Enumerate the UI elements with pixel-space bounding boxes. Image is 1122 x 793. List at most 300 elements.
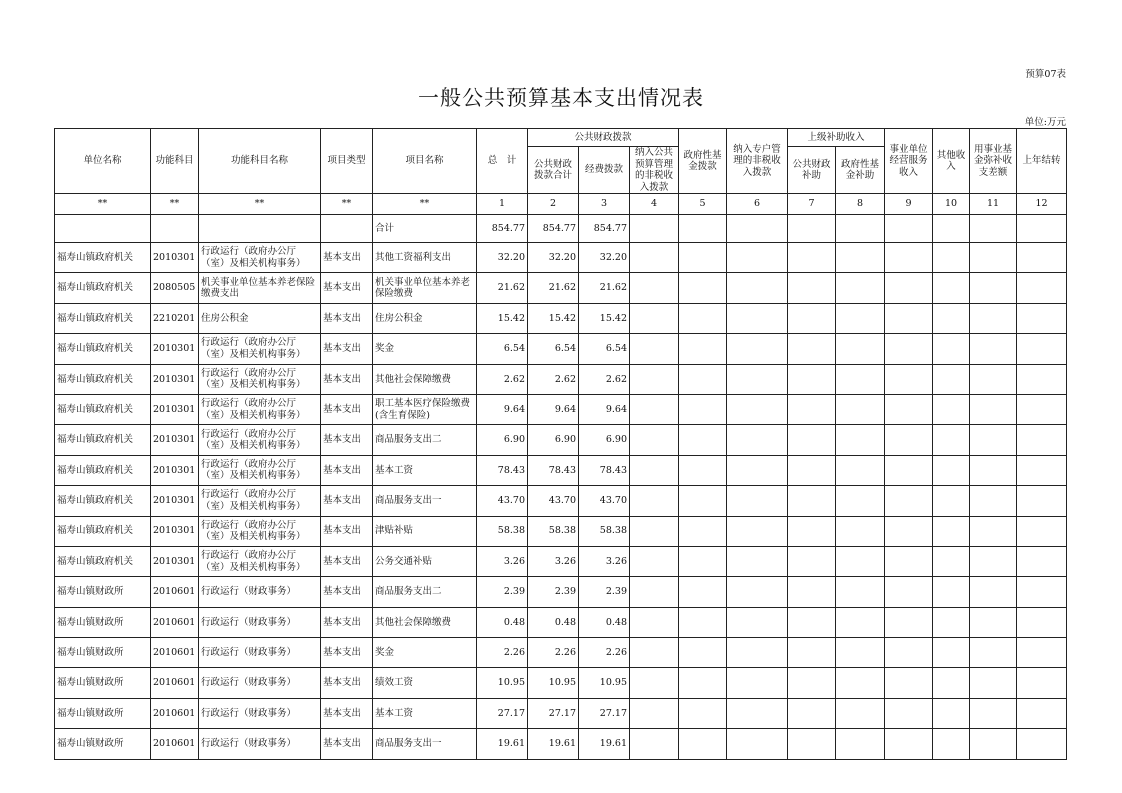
unit-name-cell: 福寿山镇政府机关 xyxy=(55,425,151,455)
empty-cell xyxy=(727,303,788,333)
header-func-name: 功能科目名称 xyxy=(199,129,321,194)
empty-cell xyxy=(836,546,885,576)
total-cell: 3.26 xyxy=(477,546,528,576)
empty-cell xyxy=(788,394,836,424)
empty-cell xyxy=(885,668,933,698)
funds-cell: 32.20 xyxy=(579,243,630,273)
column-number-cell: 1 xyxy=(477,194,528,215)
empty-cell xyxy=(630,729,679,759)
empty-cell xyxy=(885,394,933,424)
empty-cell xyxy=(836,486,885,516)
empty-cell xyxy=(885,334,933,364)
empty-cell xyxy=(679,394,727,424)
empty-cell xyxy=(630,425,679,455)
empty-cell xyxy=(885,698,933,728)
project-name-cell: 奖金 xyxy=(373,638,477,668)
empty-cell xyxy=(630,546,679,576)
funds-cell: 78.43 xyxy=(579,455,630,485)
func-code-cell: 2010601 xyxy=(151,698,199,728)
table-row xyxy=(55,698,1067,728)
column-number-cell: ** xyxy=(321,194,373,215)
project-name-cell: 商品服务支出二 xyxy=(373,425,477,455)
total-pf-amount: 854.77 xyxy=(528,215,579,243)
table-row xyxy=(55,638,1067,668)
func-name-cell: 行政运行（政府办公厅（室）及相关机构事务） xyxy=(199,364,321,394)
empty-cell xyxy=(970,455,1017,485)
total-cell: 19.61 xyxy=(477,729,528,759)
pf-total-cell: 21.62 xyxy=(528,273,579,303)
total-cell-empty xyxy=(836,215,885,243)
pf-total-cell: 2.26 xyxy=(528,638,579,668)
func-name-cell: 机关事业单位基本养老保险缴费支出 xyxy=(199,273,321,303)
column-number-cell: ** xyxy=(55,194,151,215)
empty-cell xyxy=(630,364,679,394)
empty-cell xyxy=(970,638,1017,668)
empty-cell xyxy=(836,638,885,668)
empty-cell xyxy=(970,698,1017,728)
func-name-cell: 行政运行（财政事务） xyxy=(199,668,321,698)
column-number-cell: 10 xyxy=(933,194,970,215)
unit-name-cell: 福寿山镇政府机关 xyxy=(55,303,151,333)
empty-cell xyxy=(836,698,885,728)
pf-total-cell: 6.54 xyxy=(528,334,579,364)
page-title: 一般公共预算基本支出情况表 xyxy=(418,86,704,110)
total-row xyxy=(55,215,1067,243)
header-project-name: 项目名称 xyxy=(373,129,477,194)
unit-name-cell: 福寿山镇政府机关 xyxy=(55,455,151,485)
empty-cell xyxy=(630,455,679,485)
project-type-cell: 基本支出 xyxy=(321,273,373,303)
empty-cell xyxy=(1017,698,1067,728)
empty-cell xyxy=(836,577,885,607)
header-public-finance: 公共财政拨款 xyxy=(528,129,679,147)
funds-cell: 2.39 xyxy=(579,577,630,607)
empty-cell xyxy=(970,303,1017,333)
empty-cell xyxy=(679,364,727,394)
empty-cell xyxy=(727,607,788,637)
header-func-code: 功能科目 xyxy=(151,129,199,194)
empty-cell xyxy=(788,516,836,546)
empty-cell xyxy=(885,364,933,394)
column-number-cell: ** xyxy=(151,194,199,215)
total-cell: 58.38 xyxy=(477,516,528,546)
project-name-cell: 绩效工资 xyxy=(373,668,477,698)
project-name-cell: 职工基本医疗保险缴费(含生育保险) xyxy=(373,394,477,424)
empty-cell xyxy=(679,607,727,637)
empty-cell xyxy=(630,668,679,698)
empty-cell xyxy=(1017,638,1067,668)
empty-cell xyxy=(836,425,885,455)
func-name-cell: 行政运行（政府办公厅（室）及相关机构事务） xyxy=(199,334,321,364)
empty-cell xyxy=(679,334,727,364)
empty-cell xyxy=(836,729,885,759)
func-code-cell: 2010601 xyxy=(151,729,199,759)
empty-cell xyxy=(1017,273,1067,303)
empty-cell xyxy=(970,607,1017,637)
empty-cell xyxy=(788,425,836,455)
header-upper-public: 公共财政补助 xyxy=(788,147,836,194)
pf-total-cell: 43.70 xyxy=(528,486,579,516)
project-name-cell: 基本工资 xyxy=(373,455,477,485)
unit-name-cell: 福寿山镇财政所 xyxy=(55,638,151,668)
empty-cell xyxy=(1017,303,1067,333)
column-number-cell: 8 xyxy=(836,194,885,215)
empty-cell xyxy=(933,455,970,485)
funds-cell: 10.95 xyxy=(579,668,630,698)
empty-cell xyxy=(970,243,1017,273)
header-project-type: 项目类型 xyxy=(321,129,373,194)
empty-cell xyxy=(1017,729,1067,759)
pf-total-cell: 2.39 xyxy=(528,577,579,607)
funds-cell: 2.26 xyxy=(579,638,630,668)
funds-cell: 19.61 xyxy=(579,729,630,759)
header-other-income: 其他收入 xyxy=(933,129,970,194)
empty-cell xyxy=(836,243,885,273)
empty-cell xyxy=(885,729,933,759)
total-cell-empty xyxy=(885,215,933,243)
empty-cell xyxy=(1017,364,1067,394)
empty-cell xyxy=(933,486,970,516)
empty-cell xyxy=(836,303,885,333)
unit-name-cell: 福寿山镇财政所 xyxy=(55,607,151,637)
pf-total-cell: 32.20 xyxy=(528,243,579,273)
pf-total-cell: 2.62 xyxy=(528,364,579,394)
total-cell-empty xyxy=(727,215,788,243)
column-number-cell: 11 xyxy=(970,194,1017,215)
empty-cell xyxy=(933,364,970,394)
empty-cell xyxy=(970,577,1017,607)
func-name-cell: 行政运行（财政事务） xyxy=(199,577,321,607)
func-name-cell: 行政运行（政府办公厅（室）及相关机构事务） xyxy=(199,394,321,424)
budget-table xyxy=(54,128,1067,760)
func-code-cell: 2010601 xyxy=(151,577,199,607)
table-row xyxy=(55,273,1067,303)
project-name-cell: 商品服务支出二 xyxy=(373,577,477,607)
empty-cell xyxy=(679,303,727,333)
empty-cell xyxy=(679,729,727,759)
func-code-cell: 2010301 xyxy=(151,425,199,455)
empty-cell xyxy=(933,394,970,424)
empty-cell xyxy=(788,455,836,485)
total-funds-amount: 854.77 xyxy=(579,215,630,243)
table-row xyxy=(55,334,1067,364)
func-code-cell: 2010301 xyxy=(151,455,199,485)
pf-total-cell: 10.95 xyxy=(528,668,579,698)
empty-cell xyxy=(885,455,933,485)
unit-name-cell: 福寿山镇财政所 xyxy=(55,668,151,698)
func-code-cell: 2210201 xyxy=(151,303,199,333)
table-header xyxy=(55,129,1067,194)
header-total: 总 计 xyxy=(477,129,528,194)
empty-cell xyxy=(885,303,933,333)
total-cell: 27.17 xyxy=(477,698,528,728)
pf-total-cell: 9.64 xyxy=(528,394,579,424)
empty-cell xyxy=(836,394,885,424)
total-cell: 6.54 xyxy=(477,334,528,364)
header-funds: 经费拨款 xyxy=(579,147,630,194)
empty-cell xyxy=(1017,394,1067,424)
empty-cell xyxy=(1017,334,1067,364)
project-type-cell: 基本支出 xyxy=(321,364,373,394)
func-code-cell: 2010301 xyxy=(151,486,199,516)
func-name-cell: 行政运行（财政事务） xyxy=(199,607,321,637)
func-name-cell: 行政运行（财政事务） xyxy=(199,638,321,668)
empty-cell xyxy=(933,273,970,303)
project-type-cell: 基本支出 xyxy=(321,577,373,607)
empty-cell xyxy=(788,364,836,394)
form-number: 预算07表 xyxy=(1025,69,1066,80)
empty-cell xyxy=(1017,668,1067,698)
project-type-cell: 基本支出 xyxy=(321,243,373,273)
unit-name-cell: 福寿山镇财政所 xyxy=(55,729,151,759)
empty-cell xyxy=(727,394,788,424)
empty-cell xyxy=(933,698,970,728)
total-cell-empty xyxy=(788,215,836,243)
empty-cell xyxy=(933,425,970,455)
empty-cell xyxy=(1017,516,1067,546)
empty-cell xyxy=(1017,425,1067,455)
pf-total-cell: 27.17 xyxy=(528,698,579,728)
empty-cell xyxy=(970,425,1017,455)
total-cell: 78.43 xyxy=(477,455,528,485)
table-row xyxy=(55,729,1067,759)
project-type-cell: 基本支出 xyxy=(321,698,373,728)
total-amount: 854.77 xyxy=(477,215,528,243)
empty-cell xyxy=(727,486,788,516)
func-code-cell: 2010301 xyxy=(151,516,199,546)
empty-cell xyxy=(885,638,933,668)
header-upper-gov: 政府性基金补助 xyxy=(836,147,885,194)
project-type-cell: 基本支出 xyxy=(321,486,373,516)
empty-cell xyxy=(788,607,836,637)
header-upper-subsidy: 上级补助收入 xyxy=(788,129,885,147)
func-code-cell: 2010601 xyxy=(151,668,199,698)
empty-cell xyxy=(836,273,885,303)
func-code-cell: 2010301 xyxy=(151,546,199,576)
total-cell-empty xyxy=(630,215,679,243)
total-cell: 0.48 xyxy=(477,607,528,637)
pf-total-cell: 0.48 xyxy=(528,607,579,637)
column-number-cell: 6 xyxy=(727,194,788,215)
unit-label: 单位:万元 xyxy=(1024,117,1066,128)
empty-cell xyxy=(933,577,970,607)
total-cell: 10.95 xyxy=(477,668,528,698)
column-number-cell: 9 xyxy=(885,194,933,215)
header-enterprise-income: 事业单位经营服务收入 xyxy=(885,129,933,194)
project-type-cell: 基本支出 xyxy=(321,668,373,698)
project-name-cell: 住房公积金 xyxy=(373,303,477,333)
func-name-cell: 行政运行（政府办公厅（室）及相关机构事务） xyxy=(199,486,321,516)
pf-total-cell: 6.90 xyxy=(528,425,579,455)
empty-cell xyxy=(788,303,836,333)
empty-cell xyxy=(933,638,970,668)
project-name-cell: 公务交通补贴 xyxy=(373,546,477,576)
empty-cell xyxy=(630,577,679,607)
empty-cell xyxy=(727,577,788,607)
empty-cell xyxy=(933,334,970,364)
empty-cell xyxy=(788,273,836,303)
unit-name-cell: 福寿山镇财政所 xyxy=(55,577,151,607)
empty-cell xyxy=(1017,546,1067,576)
empty-cell xyxy=(970,486,1017,516)
func-name-cell: 行政运行（政府办公厅（室）及相关机构事务） xyxy=(199,455,321,485)
empty-cell xyxy=(885,273,933,303)
empty-cell xyxy=(836,334,885,364)
funds-cell: 21.62 xyxy=(579,273,630,303)
empty-cell xyxy=(970,668,1017,698)
empty-cell xyxy=(679,698,727,728)
empty-cell xyxy=(836,668,885,698)
column-number-cell: 4 xyxy=(630,194,679,215)
empty-cell xyxy=(679,486,727,516)
unit-name-cell: 福寿山镇政府机关 xyxy=(55,364,151,394)
project-name-cell: 机关事业单位基本养老保险缴费 xyxy=(373,273,477,303)
empty-cell xyxy=(679,638,727,668)
project-type-cell: 基本支出 xyxy=(321,729,373,759)
funds-cell: 43.70 xyxy=(579,486,630,516)
project-name-cell: 其他工资福利支出 xyxy=(373,243,477,273)
unit-name-cell: 福寿山镇政府机关 xyxy=(55,273,151,303)
empty-cell xyxy=(836,607,885,637)
empty-cell xyxy=(788,577,836,607)
empty-cell xyxy=(970,334,1017,364)
func-name-cell: 行政运行（财政事务） xyxy=(199,698,321,728)
project-type-cell: 基本支出 xyxy=(321,516,373,546)
pf-total-cell: 78.43 xyxy=(528,455,579,485)
funds-cell: 27.17 xyxy=(579,698,630,728)
func-code-cell: 2010301 xyxy=(151,334,199,364)
column-number-cell: 5 xyxy=(679,194,727,215)
project-name-cell: 基本工资 xyxy=(373,698,477,728)
unit-name-cell: 福寿山镇政府机关 xyxy=(55,243,151,273)
header-fund-balance: 用事业基金弥补收支差额 xyxy=(970,129,1017,194)
func-code-cell: 2010601 xyxy=(151,638,199,668)
pf-total-cell: 58.38 xyxy=(528,516,579,546)
total-cell: 2.26 xyxy=(477,638,528,668)
empty-cell xyxy=(885,546,933,576)
total-cell: 2.62 xyxy=(477,364,528,394)
column-number-row xyxy=(55,194,1067,215)
total-cell: 32.20 xyxy=(477,243,528,273)
total-cell-empty xyxy=(679,215,727,243)
empty-cell xyxy=(727,668,788,698)
total-cell-empty xyxy=(970,215,1017,243)
header-unit-name: 单位名称 xyxy=(55,129,151,194)
empty-cell xyxy=(630,516,679,546)
empty-cell xyxy=(933,303,970,333)
project-type-cell: 基本支出 xyxy=(321,607,373,637)
funds-cell: 3.26 xyxy=(579,546,630,576)
project-name-cell: 商品服务支出一 xyxy=(373,486,477,516)
total-cell: 43.70 xyxy=(477,486,528,516)
empty-cell xyxy=(885,516,933,546)
table-body xyxy=(55,194,1067,760)
total-cell: 9.64 xyxy=(477,394,528,424)
total-label: 合计 xyxy=(373,215,477,243)
empty-cell xyxy=(727,516,788,546)
unit-name-cell: 福寿山镇政府机关 xyxy=(55,546,151,576)
func-name-cell: 行政运行（政府办公厅（室）及相关机构事务） xyxy=(199,546,321,576)
funds-cell: 9.64 xyxy=(579,394,630,424)
project-type-cell: 基本支出 xyxy=(321,394,373,424)
table-row xyxy=(55,607,1067,637)
empty-cell xyxy=(885,607,933,637)
project-type-cell: 基本支出 xyxy=(321,334,373,364)
project-name-cell: 其他社会保障缴费 xyxy=(373,607,477,637)
empty-cell xyxy=(970,516,1017,546)
empty-cell xyxy=(933,546,970,576)
empty-cell xyxy=(836,516,885,546)
column-number-cell: 7 xyxy=(788,194,836,215)
empty-cell xyxy=(727,698,788,728)
column-number-cell: 2 xyxy=(528,194,579,215)
empty-cell xyxy=(630,303,679,333)
header-gov-fund: 政府性基金拨款 xyxy=(679,129,727,194)
table-row xyxy=(55,486,1067,516)
empty-cell xyxy=(679,577,727,607)
project-type-cell: 基本支出 xyxy=(321,638,373,668)
empty-cell xyxy=(630,243,679,273)
empty-cell xyxy=(970,546,1017,576)
empty-cell xyxy=(970,364,1017,394)
empty-cell xyxy=(727,546,788,576)
empty-cell xyxy=(1017,455,1067,485)
total-cell-empty xyxy=(151,215,199,243)
project-type-cell: 基本支出 xyxy=(321,455,373,485)
func-code-cell: 2010301 xyxy=(151,364,199,394)
table-row xyxy=(55,577,1067,607)
empty-cell xyxy=(933,607,970,637)
table-row xyxy=(55,394,1067,424)
empty-cell xyxy=(933,729,970,759)
header-special-nontax: 纳入专户管理的非税收入拨款 xyxy=(727,129,788,194)
empty-cell xyxy=(788,486,836,516)
empty-cell xyxy=(630,486,679,516)
empty-cell xyxy=(933,516,970,546)
unit-name-cell: 福寿山镇政府机关 xyxy=(55,516,151,546)
empty-cell xyxy=(679,546,727,576)
empty-cell xyxy=(630,638,679,668)
total-cell-empty xyxy=(321,215,373,243)
empty-cell xyxy=(788,729,836,759)
unit-name-cell: 福寿山镇财政所 xyxy=(55,698,151,728)
empty-cell xyxy=(630,607,679,637)
table-row xyxy=(55,455,1067,485)
table-row xyxy=(55,516,1067,546)
column-number-cell: 3 xyxy=(579,194,630,215)
header-budget-nontax: 纳入公共预算管理的非税收入拨款 xyxy=(630,147,679,194)
funds-cell: 58.38 xyxy=(579,516,630,546)
total-cell: 21.62 xyxy=(477,273,528,303)
empty-cell xyxy=(630,334,679,364)
empty-cell xyxy=(970,394,1017,424)
total-cell-empty xyxy=(933,215,970,243)
empty-cell xyxy=(630,394,679,424)
column-number-cell: ** xyxy=(373,194,477,215)
header-pf-total: 公共财政拨款合计 xyxy=(528,147,579,194)
func-code-cell: 2010601 xyxy=(151,607,199,637)
empty-cell xyxy=(679,273,727,303)
pf-total-cell: 19.61 xyxy=(528,729,579,759)
empty-cell xyxy=(679,516,727,546)
empty-cell xyxy=(836,455,885,485)
header-carryover: 上年结转 xyxy=(1017,129,1067,194)
empty-cell xyxy=(679,455,727,485)
unit-name-cell: 福寿山镇政府机关 xyxy=(55,486,151,516)
empty-cell xyxy=(885,577,933,607)
table-row xyxy=(55,364,1067,394)
empty-cell xyxy=(788,638,836,668)
